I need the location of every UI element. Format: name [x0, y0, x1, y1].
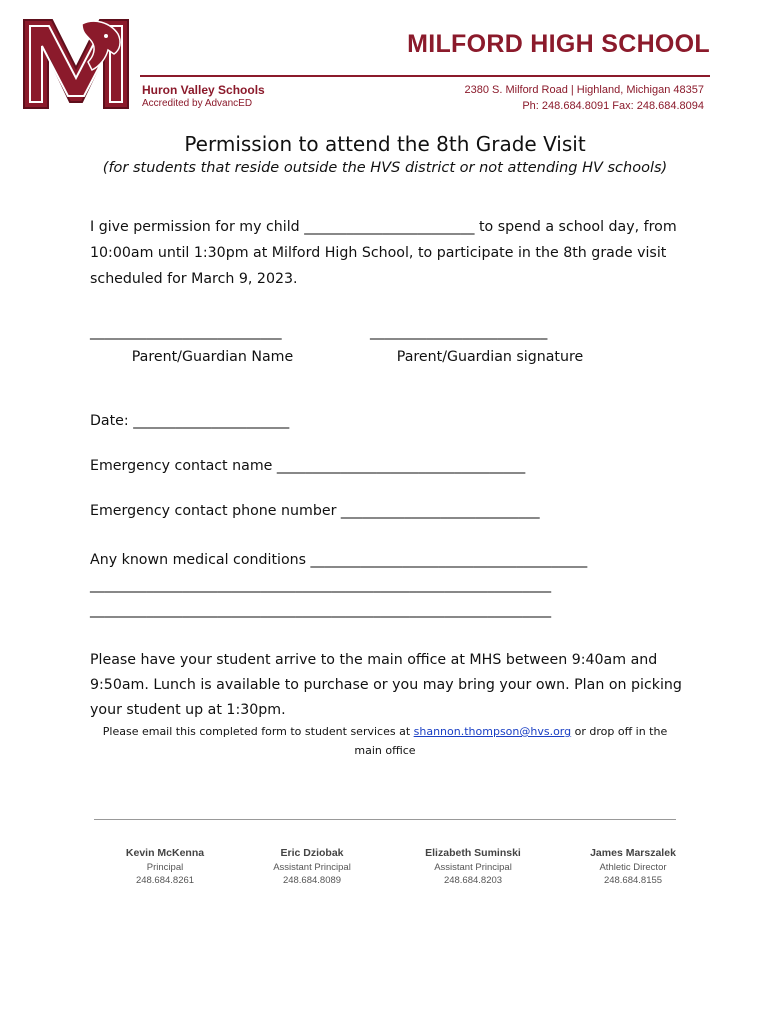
phone-fax: Ph: 248.684.8091 Fax: 248.684.8094: [522, 100, 704, 112]
emergency-contact-name-field[interactable]: Emergency contact name ___________________________________: [90, 458, 526, 474]
staff-name: Kevin McKenna: [125, 847, 205, 859]
staff-role: Principal: [146, 862, 184, 873]
staff-name: Elizabeth Suminski: [425, 847, 521, 859]
school-logo: [22, 16, 130, 112]
email-note-text: or drop off in the main office: [354, 725, 668, 757]
school-name: MILFORD HIGH SCHOOL: [407, 30, 710, 58]
email-link[interactable]: shannon.thompson@hvs.org: [413, 725, 572, 738]
form-title: Permission to attend the 8th Grade Visit: [184, 132, 586, 156]
guardian-name-label: Parent/Guardian Name: [131, 349, 294, 365]
medical-conditions-field[interactable]: Any known medical conditions _______________________________________: [90, 552, 588, 568]
staff-phone: 248.684.8155: [603, 875, 663, 886]
staff-name: James Marszalek: [590, 847, 676, 859]
arrival-instructions: Please have your student arrive to the main office at MHS between 9:40am and 9:50am. Lunch is available to purchase or you may bring your own. Plan on picking your student up at 1:30pm.: [90, 652, 682, 718]
staff-card: [90, 847, 240, 886]
guardian-name-line[interactable]: ___________________________: [90, 324, 282, 340]
guardian-signature-line[interactable]: _________________________: [370, 324, 548, 340]
guardian-signature-label: Parent/Guardian signature: [396, 349, 584, 365]
permission-statement: I give permission for my child ________________________ to spend a school day, from 10:00am until 1:30pm at Milford High School, to participate in the 8th grade visit scheduled for March 9, 2023.: [90, 219, 677, 287]
footer-divider: [94, 819, 676, 820]
district-name: Huron Valley Schools: [142, 83, 265, 97]
staff-card: [558, 847, 708, 886]
staff-role: Assistant Principal: [273, 862, 351, 873]
school-address: 2380 S. Milford Road | Highland, Michigan 48357: [464, 84, 704, 96]
form-subtitle: (for students that reside outside the HVS district or not attending HV schools): [102, 160, 668, 176]
staff-role: Assistant Principal: [434, 862, 512, 873]
staff-card: [237, 847, 387, 886]
staff-name: Eric Dziobak: [280, 847, 344, 859]
staff-phone: 248.684.8261: [135, 875, 195, 886]
staff-card: [398, 847, 548, 886]
medical-conditions-line[interactable]: _________________________________________________________________: [90, 577, 552, 593]
staff-phone: 248.684.8203: [443, 875, 503, 886]
date-field[interactable]: Date: ______________________: [90, 413, 290, 429]
header-divider: [140, 75, 710, 77]
staff-phone: 248.684.8089: [282, 875, 342, 886]
medical-conditions-line[interactable]: _________________________________________________________________: [90, 602, 552, 618]
emergency-contact-phone-field[interactable]: Emergency contact phone number ____________________________: [90, 503, 540, 519]
email-note-text: Please email this completed form to student services at: [102, 725, 414, 738]
email-instructions: [90, 722, 680, 760]
staff-role: Athletic Director: [599, 862, 667, 873]
accreditation: Accredited by AdvancED: [142, 98, 253, 109]
